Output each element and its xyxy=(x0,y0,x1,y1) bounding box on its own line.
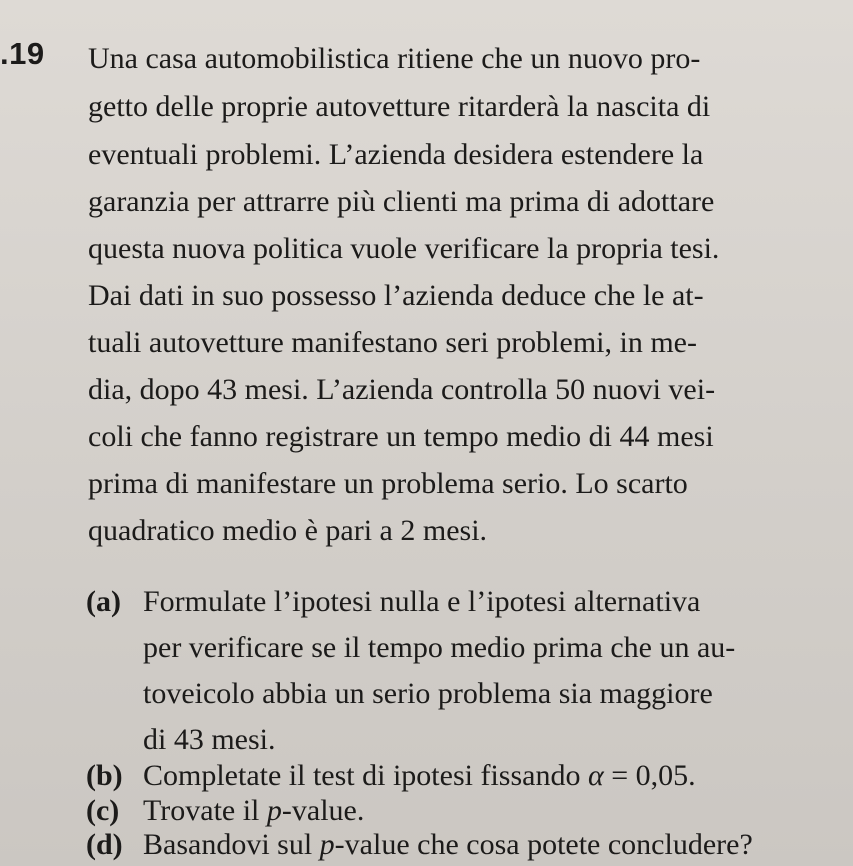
intro-line: tuali autovetture manifestano seri problemi, in me- xyxy=(88,326,697,359)
part-c-label: (c) xyxy=(86,794,120,827)
p-symbol: p xyxy=(319,828,335,861)
part-b-text xyxy=(143,757,696,795)
intro-line: Una casa automobilistica ritiene che un nuovo pro- xyxy=(88,42,701,75)
alpha-symbol: α xyxy=(587,759,604,792)
part-d-text xyxy=(143,826,753,864)
part-a-line: toveicolo abbia un serio problema sia maggiore xyxy=(143,677,713,710)
p-symbol: p xyxy=(266,794,282,827)
part-d-text-after: -value che cosa potete concludere? xyxy=(334,828,753,861)
part-a-label: (a) xyxy=(86,585,121,618)
part-a-line: Formulate l’ipotesi nulla e l’ipotesi alternativa xyxy=(143,585,701,618)
exercise-number: .19 xyxy=(0,36,45,71)
intro-line: dia, dopo 43 mesi. L’azienda controlla 50 nuovi vei- xyxy=(88,373,716,406)
intro-line: quadratico medio è pari a 2 mesi. xyxy=(88,514,488,547)
part-d-label: (d) xyxy=(86,828,123,861)
intro-line: eventuali problemi. L’azienda desidera estendere la xyxy=(88,138,704,171)
intro-line: garanzia per attrarre più clienti ma prima di adottare xyxy=(88,185,715,218)
part-c-text xyxy=(143,792,364,830)
intro-line: coli che fanno registrare un tempo medio di 44 mesi xyxy=(88,420,714,453)
intro-line: Dai dati in suo possesso l’azienda deduce che le at- xyxy=(88,279,704,312)
part-c-text-after: -value. xyxy=(281,794,365,827)
part-a-line: per verificare se il tempo medio prima che un au- xyxy=(143,631,736,664)
part-d-text-before: Basandovi sul xyxy=(143,828,320,861)
part-a-line: di 43 mesi. xyxy=(143,723,276,756)
part-b-label: (b) xyxy=(86,759,123,792)
intro-line: getto delle proprie autovetture ritarderà la nascita di xyxy=(88,90,711,123)
part-b-text-before: Completate il test di ipotesi fissando xyxy=(143,759,588,792)
part-c-text-before: Trovate il xyxy=(143,794,267,827)
intro-line: prima di manifestare un problema serio. Lo scarto xyxy=(88,467,688,500)
part-b-text-after: = 0,05. xyxy=(603,759,696,792)
intro-line: questa nuova politica vuole verificare la propria tesi. xyxy=(88,232,720,265)
